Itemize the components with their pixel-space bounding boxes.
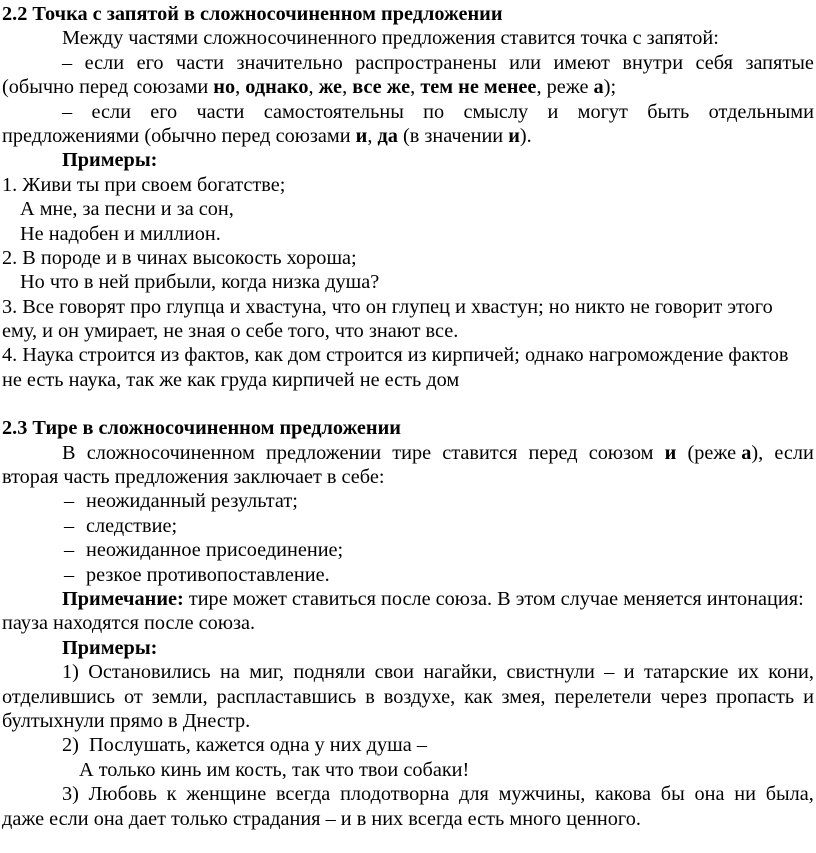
list-item: – неожиданный результат; [64,490,298,513]
section-gap [2,392,814,416]
section-2-3-heading: 2.3 Тире в сложносочиненном предложении [2,417,401,440]
example1-line3: бултыхнули прямо в Днестр. [2,709,251,732]
section-2-3-intro-line1: В сложносочиненном предложении тире ставится перед союзом и (реже а), если [62,441,814,464]
list-item: – неожиданное присоединение; [64,539,344,562]
example-line: Не надобен и миллион. [20,222,221,245]
example-line: 2. В породе и в чинах высокость хороша; [2,246,357,269]
section-2-2-intro: Между частями сложносочиненного предложения ставится точка с запятой: [62,27,719,50]
rule2-line1: – если его части самостоятельны по смыслу и могут быть отдельными [62,100,814,123]
example-line: ему, и он умирает, не зная о себе того, что знают все. [2,320,459,343]
rule2-line2: предложениями (обычно перед союзами и, да (в значении и). [2,124,532,147]
example1-line2: отделившись от земли, распластавшись в воздухе, как змея, перелетели через пропасть и [2,685,814,708]
examples-label: Примеры: [62,149,158,172]
example-line: 1. Живи ты при своем богатстве; [2,173,286,196]
note-line1: Примечание: тире может ставиться после союза. В этом случае меняется интонация: [62,587,804,610]
example2-line2: А только кинь им кость, так что твои собаки! [79,758,470,781]
example2-line1: 2) Послушать, кажется одна у них душа – [62,734,427,757]
document-page [2,2,814,831]
example-line: не есть наука, так же как груда кирпичей не есть дом [2,368,460,391]
example-line: А мне, за песни и за сон, [20,198,234,221]
rule1-line1: – если его части значительно распространены или имеют внутри себя запятые [62,51,814,74]
list-item: – следствие; [64,514,178,537]
section-2-3-intro-line2: вторая часть предложения заключает в себе: [2,466,385,489]
list-item: – резкое противопоставление. [64,563,330,586]
note-line2: пауза находятся после союза. [2,612,256,635]
example3-line2: даже если она дает только страдания – и в них всегда есть много ценного. [2,807,641,830]
example-line: Но что в ней прибыли, когда низка душа? [20,271,380,294]
rule1-line2: (обычно перед союзами но, однако, же, все же, тем не менее, реже а); [2,76,617,99]
example3-line1: 3) Любовь к женщине всегда плодотворна для мужчины, какова бы она ни была, [62,783,814,806]
example1-line1: 1) Остановились на миг, подняли свои нагайки, свистнули – и татарские их кони, [62,661,814,684]
example-line: 4. Наука строится из фактов, как дом строится из кирпичей; однако нагромождение фактов [2,344,789,367]
section-2-2-heading: 2.2 Точка с запятой в сложносочиненном предложении [2,3,503,25]
examples-label-2: Примеры: [62,636,158,659]
example-line: 3. Все говорят про глупца и хвастуна, что он глупец и хвастун; но никто не говорит этого [2,295,773,318]
